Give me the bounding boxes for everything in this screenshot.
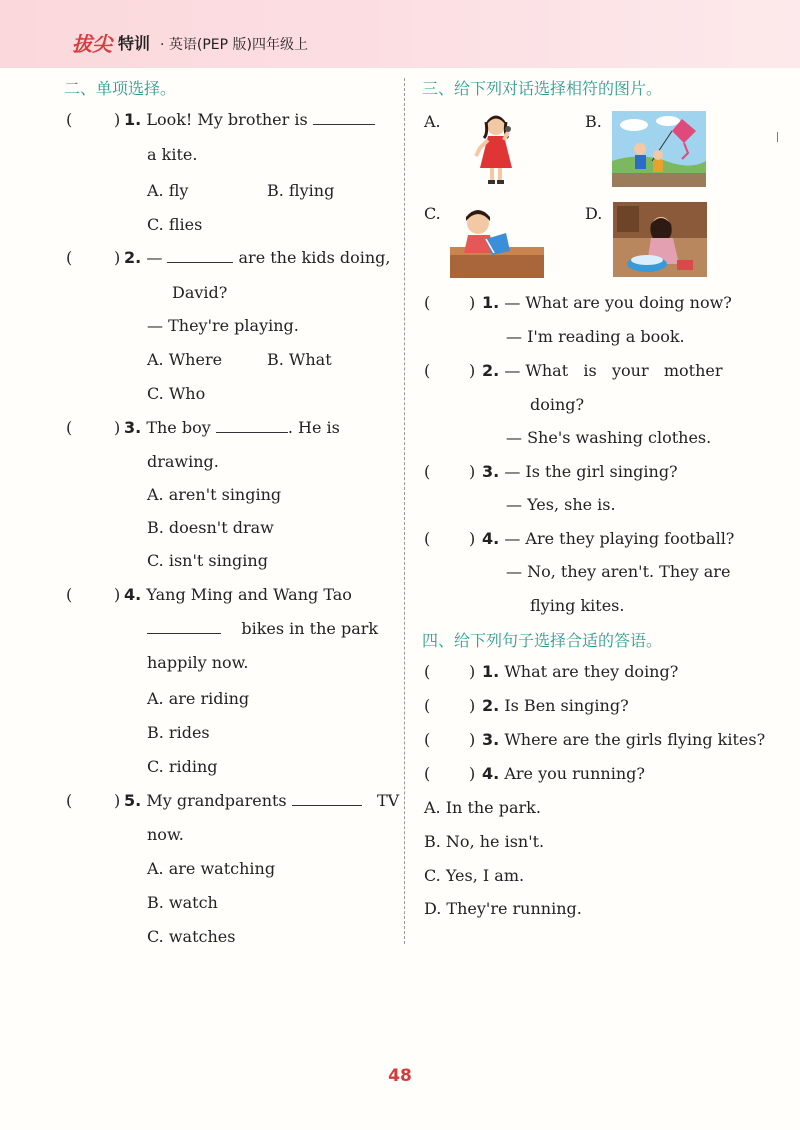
answer-paren-open: (	[66, 791, 73, 810]
reading-girl-image	[450, 203, 544, 278]
s4-answer-c: C. Yes, I am.	[424, 866, 525, 885]
edge-mark	[777, 132, 778, 142]
answer-paren-close: )	[469, 696, 476, 715]
answer-blank[interactable]	[313, 110, 375, 125]
answer-paren-close: )	[114, 791, 121, 810]
singing-girl-image	[466, 112, 524, 186]
s3-q4-text: — Are they playing football?	[504, 529, 735, 548]
s3-q4-line2: — No, they aren't. They are	[506, 562, 731, 581]
s2-q5-line1	[124, 791, 399, 810]
answer-paren-open: (	[66, 248, 73, 267]
s3-q3-text: — Is the girl singing?	[504, 462, 678, 481]
answer-paren-open: (	[424, 730, 431, 749]
s2-q3-text-b: . He is	[287, 418, 340, 437]
picture-label-a: A.	[424, 112, 441, 131]
picture-label-b: B.	[585, 112, 602, 131]
answer-paren-open: (	[424, 764, 431, 783]
s2-q3-opt-b: B. doesn't draw	[147, 518, 274, 537]
answer-paren-close: )	[469, 462, 476, 481]
s2-q2-line1	[124, 248, 391, 267]
s4-q1-num: 1.	[482, 662, 500, 681]
answer-paren-open: (	[66, 585, 73, 604]
s4-answer-b: B. No, he isn't.	[424, 832, 545, 851]
s2-q5-text-b: TV	[377, 791, 400, 810]
s3-q1-line2: — I'm reading a book.	[506, 327, 685, 346]
answer-blank[interactable]	[292, 791, 362, 806]
answer-paren-open: (	[424, 662, 431, 681]
s2-q2-num: 2.	[124, 248, 142, 267]
answer-paren-open: (	[424, 293, 431, 312]
answer-paren-open: (	[66, 110, 73, 129]
section2-title: 二、单项选择。	[64, 79, 177, 98]
s2-q1-opt-b: B. flying	[267, 181, 335, 200]
s3-q2-text: — What is your mother	[504, 361, 723, 380]
answer-paren-open: (	[66, 418, 73, 437]
s4-q3-num: 3.	[482, 730, 500, 749]
answer-paren-close: )	[114, 585, 121, 604]
s2-q1-opt-a: A. fly	[147, 181, 189, 200]
s3-q3-line1	[482, 462, 678, 481]
s3-q1-num: 1.	[482, 293, 500, 312]
answer-paren-close: )	[469, 293, 476, 312]
s4-q4-text: Are you running?	[504, 764, 645, 783]
s2-q3-line1	[124, 418, 340, 437]
s2-q2-opt-b: B. What	[267, 350, 332, 369]
s2-q4-line1	[124, 585, 352, 604]
washing-clothes-image	[613, 202, 707, 277]
brand-logo-a: 拔尖	[72, 32, 112, 56]
s2-q2-dash: —	[146, 248, 163, 267]
s2-q3-opt-c: C. isn't singing	[147, 551, 268, 570]
s4-q1-text: What are they doing?	[504, 662, 679, 681]
s2-q5-opt-b: B. watch	[147, 893, 218, 912]
s4-q3	[482, 730, 765, 749]
s4-q4	[482, 764, 645, 783]
s2-q3-text-a: The boy	[146, 418, 211, 437]
s2-q4-line3: happily now.	[147, 653, 249, 672]
s2-q2-line2: David?	[172, 283, 228, 302]
s4-answer-d: D. They're running.	[424, 899, 582, 918]
s2-q4-opt-a: A. are riding	[147, 689, 250, 708]
s2-q5-num: 5.	[124, 791, 142, 810]
s2-q1-line1	[124, 110, 375, 129]
s2-q5-text-a: My grandparents	[146, 791, 287, 810]
s2-q1-num: 1.	[124, 110, 142, 129]
s2-q1-line2: a kite.	[147, 145, 198, 164]
s2-q4-num: 4.	[124, 585, 142, 604]
s2-q5-opt-a: A. are watching	[147, 859, 276, 878]
s3-q1-text: — What are you doing now?	[504, 293, 732, 312]
s3-q2-line3: — She's washing clothes.	[506, 428, 712, 447]
s2-q4-opt-b: B. rides	[147, 723, 210, 742]
s2-q5-line2: now.	[147, 825, 184, 844]
page-header	[0, 0, 800, 68]
answer-paren-close: )	[469, 730, 476, 749]
picture-label-d: D.	[585, 204, 603, 223]
answer-blank[interactable]	[167, 248, 233, 263]
answer-paren-close: )	[469, 529, 476, 548]
s3-q1-line1	[482, 293, 732, 312]
answer-paren-close: )	[469, 764, 476, 783]
answer-blank[interactable]	[216, 418, 288, 433]
s2-q3-opt-a: A. aren't singing	[147, 485, 282, 504]
s3-q2-line1	[482, 361, 723, 380]
s4-q1	[482, 662, 678, 681]
flying-kites-image	[612, 111, 706, 187]
s2-q2-opt-c: C. Who	[147, 384, 206, 403]
s2-q3-num: 3.	[124, 418, 142, 437]
answer-paren-open: (	[424, 361, 431, 380]
answer-paren-close: )	[114, 248, 121, 267]
picture-label-c: C.	[424, 204, 441, 223]
column-divider	[404, 78, 405, 944]
s3-q2-line2: doing?	[530, 395, 585, 414]
s2-q2-opt-a: A. Where	[147, 350, 223, 369]
answer-paren-open: (	[424, 462, 431, 481]
answer-paren-close: )	[469, 361, 476, 380]
answer-blank[interactable]	[147, 619, 221, 634]
s2-q3-line2: drawing.	[147, 452, 219, 471]
section3-title: 三、给下列对话选择相符的图片。	[422, 79, 663, 98]
s2-q4-text-b: bikes in the park	[241, 619, 379, 638]
answer-paren-open: (	[424, 696, 431, 715]
s4-answer-a: A. In the park.	[424, 798, 541, 817]
answer-paren-close: )	[114, 110, 121, 129]
s2-q2-text: are the kids doing,	[238, 248, 391, 267]
s2-q5-opt-c: C. watches	[147, 927, 236, 946]
subject-label: · 英语(PEP 版)四年级上	[160, 37, 309, 53]
s2-q4-opt-c: C. riding	[147, 757, 218, 776]
s3-q3-num: 3.	[482, 462, 500, 481]
s4-q3-text: Where are the girls flying kites?	[504, 730, 766, 749]
s2-q4-text: Yang Ming and Wang Tao	[146, 585, 352, 604]
s4-q2-num: 2.	[482, 696, 500, 715]
s3-q2-num: 2.	[482, 361, 500, 380]
brand-logo-b: 特训	[118, 34, 151, 53]
answer-paren-close: )	[469, 662, 476, 681]
s4-q4-num: 4.	[482, 764, 500, 783]
s4-q2	[482, 696, 629, 715]
s2-q1-opt-c: C. flies	[147, 215, 203, 234]
s3-q3-line2: — Yes, she is.	[506, 495, 616, 514]
page-number: 48	[388, 1066, 412, 1086]
s4-q2-text: Is Ben singing?	[504, 696, 629, 715]
answer-paren-close: )	[114, 418, 121, 437]
s3-q4-line3: flying kites.	[530, 596, 625, 615]
section4-title: 四、给下列句子选择合适的答语。	[422, 631, 663, 650]
s2-q4-line2	[147, 619, 378, 638]
s2-q1-text: Look! My brother is	[146, 110, 308, 129]
s3-q4-num: 4.	[482, 529, 500, 548]
s2-q2-line3: — They're playing.	[147, 316, 299, 335]
s3-q4-line1	[482, 529, 734, 548]
answer-paren-open: (	[424, 529, 431, 548]
